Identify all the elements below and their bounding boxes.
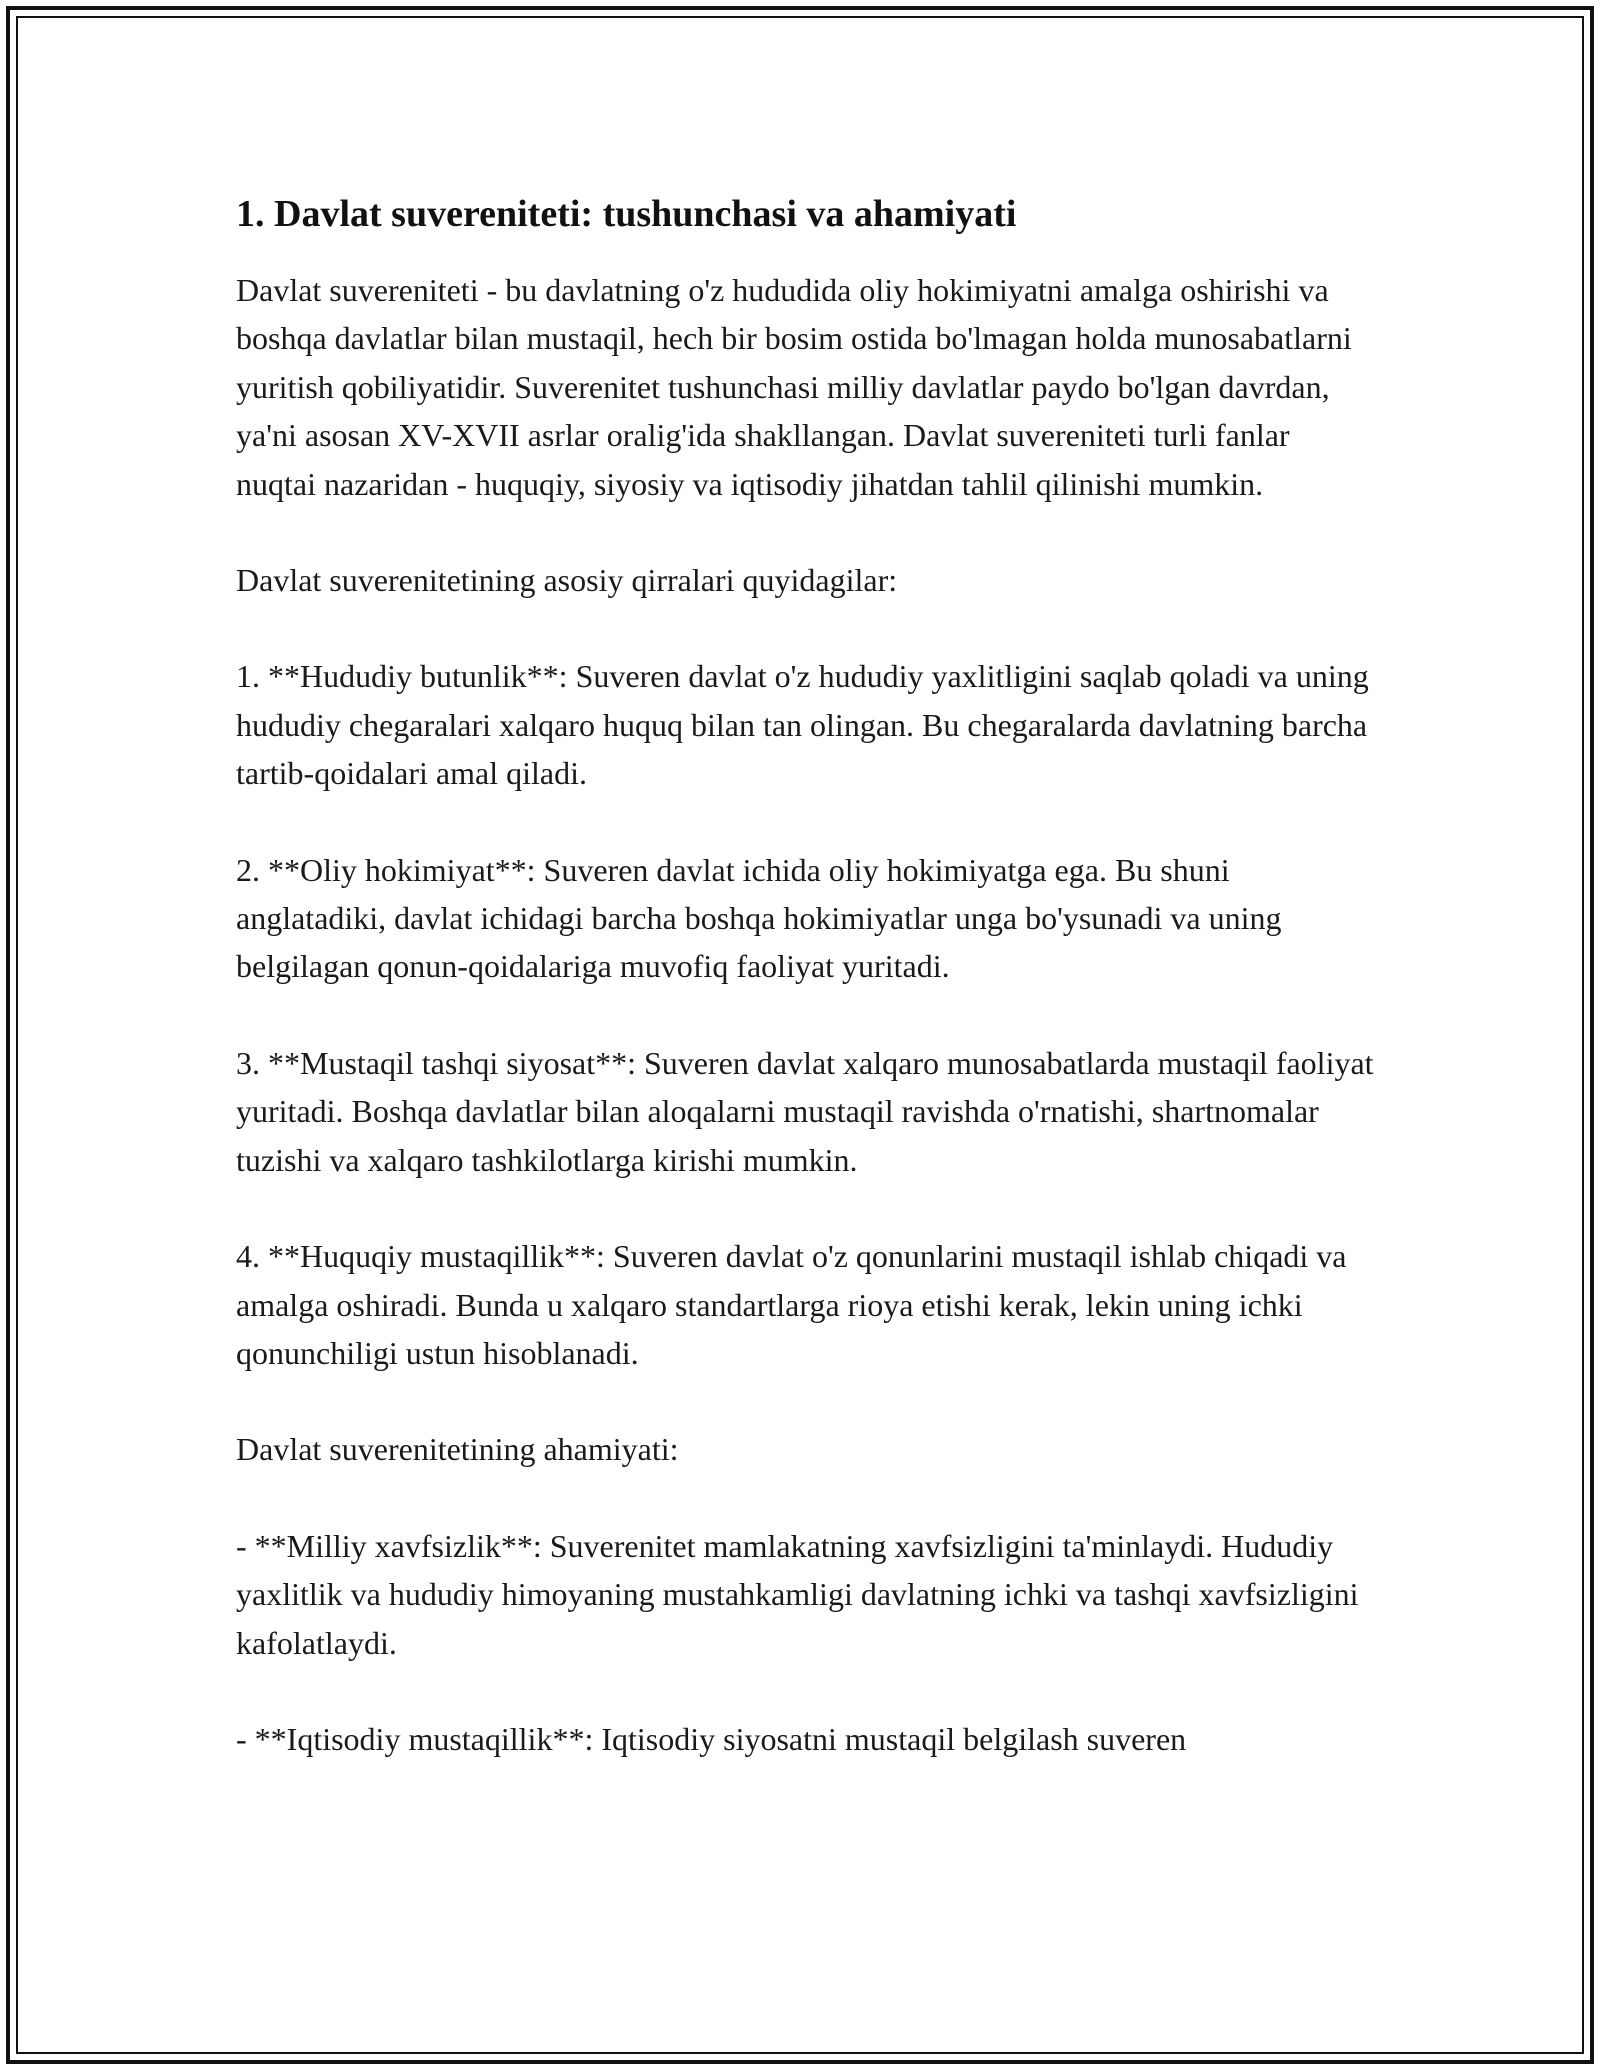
list-item-territorial-integrity: 1. **Hududiy butunlik**: Suveren davlat o'z hududiy yaxlitligini saqlab qoladi va uning hududiy chegaralari xalqaro huquq bilan tan olingan. Bu chegaralarda davlatning barcha tartib-qoidalari amal qiladi. — [236, 658, 1369, 792]
list-item-independent-foreign-policy: 3. **Mustaqil tashqi siyosat**: Suveren davlat xalqaro munosabatlarda mustaqil faoliyat yuritadi. Boshqa davlatlar bilan aloqalarni mustaqil ravishda o'rnatishi, shartnomalar tuzishi va xalqaro tashkilotlarga kirishi mumkin. — [236, 1044, 1374, 1178]
document-body — [236, 186, 1376, 1811]
document-title: 1. Davlat suvereniteti: tushunchasi va ahamiyati — [236, 193, 1017, 235]
bullet-item-economic-independence: - **Iqtisodiy mustaqillik**: Iqtisodiy siyosatni mustaqil belgilash suveren — [236, 1720, 1187, 1757]
list-item-legal-independence: 4. **Huquqiy mustaqillik**: Suveren davlat o'z qonunlarini mustaqil ishlab chiqadi va amalga oshiradi. Bunda u xalqaro standartlarga rioya etishi kerak, lekin uning ichki qonunchiligi ustun hisoblanadi. — [236, 1238, 1347, 1371]
paragraph-importance-heading: Davlat suverenitetining ahamiyati: — [236, 1431, 679, 1468]
paragraph-intro: Davlat suvereniteti - bu davlatning o'z hududida oliy hokimiyatni amalga oshirishi va boshqa davlatlar bilan mustaqil, hech bir bosim ostida bo'lmagan holda munosabatlarni yuritish qobiliyatidir. Suverenitet tushunchasi milliy davlatlar paydo bo'lgan davrdan, ya'ni asosan XV-XVII asrlar oralig'ida shakllangan. Davlat suvereniteti turli fanlar nuqtai nazaridan - huquqiy, siyosiy va iqtisodiy jihatdan tahlil qilinishi mumkin. — [236, 272, 1352, 502]
paragraph-aspects-heading: Davlat suverenitetining asosiy qirralari quyidagilar: — [236, 562, 898, 599]
list-item-supreme-authority: 2. **Oliy hokimiyat**: Suveren davlat ichida oliy hokimiyatga ega. Bu shuni anglatadiki, davlat ichidagi barcha boshqa hokimiyatlar unga bo'ysunadi va uning belgilagan qonun-qoidalariga muvofiq faoliyat yuritadi. — [236, 851, 1282, 985]
bullet-item-national-security: - **Milliy xavfsizlik**: Suverenitet mamlakatning xavfsizligini ta'minlaydi. Hududiy yaxlitlik va hududiy himoyaning mustahkamligi davlatning ichki va tashqi xavfsizligini kafolatlaydi. — [236, 1527, 1359, 1661]
